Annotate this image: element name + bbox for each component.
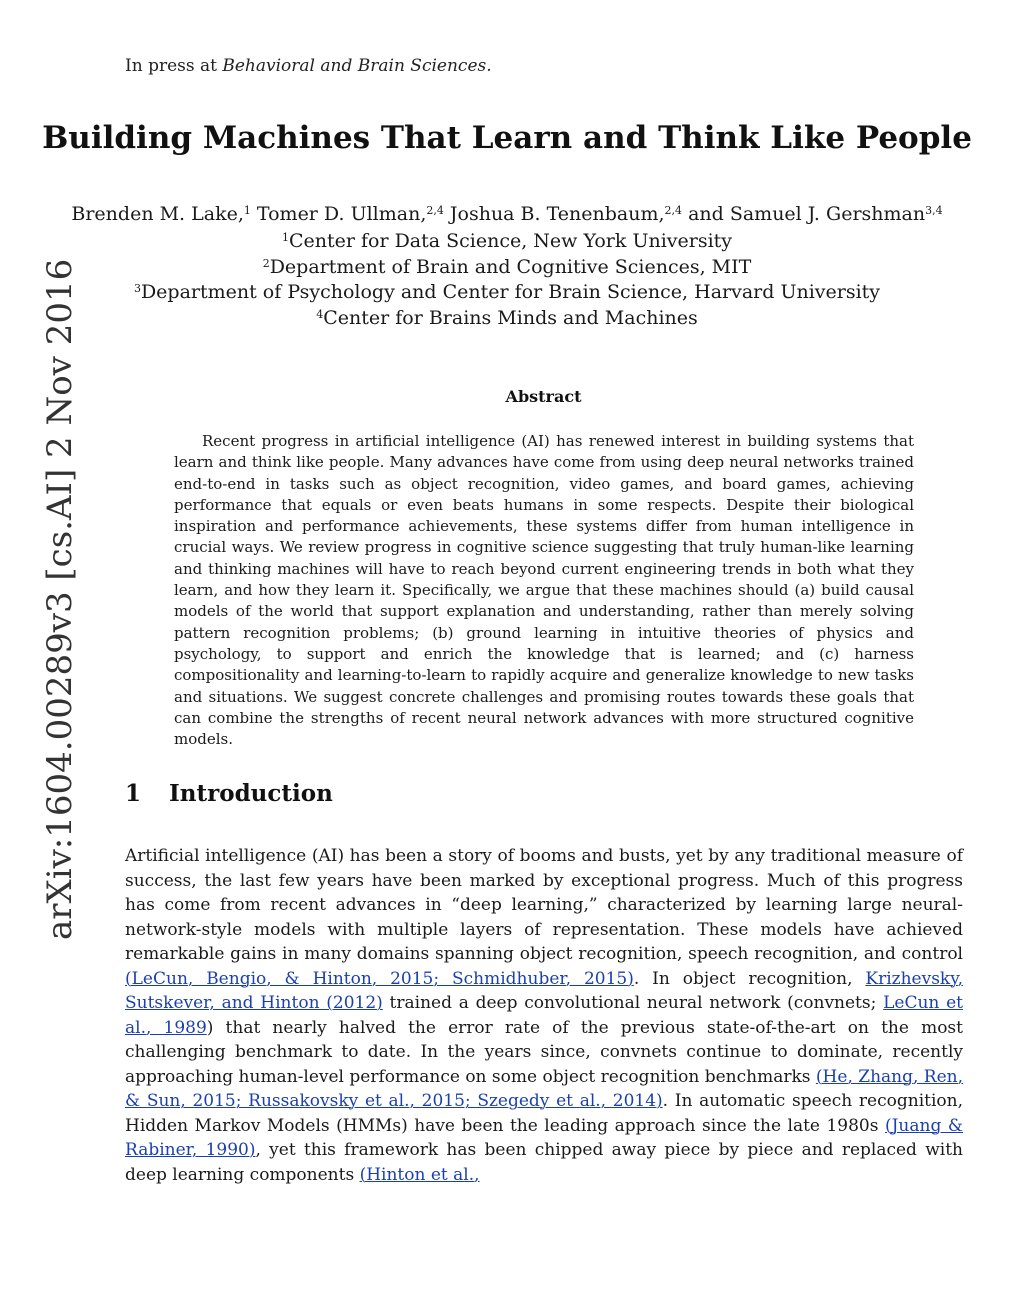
press-venue: Behavioral and Brain Sciences. [222, 56, 492, 76]
affiliation-list [0, 229, 1014, 331]
intro-text: . In object recognition, [633, 968, 866, 989]
author-affil-sup: 2,4 [664, 204, 683, 217]
intro-text: ) that nearly halved the error rate of the previous state-of-the-art on the most challenging benchmark to date. In the years since, convnets continue to dominate, recently approaching human-level performance on some object recognition benchmarks [125, 1017, 963, 1087]
affiliation-sup: 1 [281, 231, 289, 244]
press-prefix: In press at [125, 56, 223, 76]
press-note [125, 56, 492, 76]
affiliation-text: Center for Brains Minds and Machines [323, 306, 698, 329]
abstract-heading: Abstract [505, 387, 582, 406]
author-list [0, 202, 1014, 227]
intro-text: Artificial intelligence (AI) has been a story of booms and busts, yet by any traditional measure of success, the last few years have been marked by exceptional progress. Much of this progress has come from recent advances in “deep learning,” characterized by learning large neural-network-style models with multiple layers of representation. These models have achieved remarkable gains in many domains spanning object recognition, speech recognition, and control [125, 846, 963, 964]
affiliation [0, 306, 1014, 332]
affiliation-sup: 4 [316, 307, 324, 321]
affiliation [0, 255, 1014, 281]
author-name: Tomer D. Ullman, [250, 203, 427, 225]
citation-link[interactable]: Krizhevsky, Sutskever, and Hinton (2012) [125, 968, 963, 1013]
intro-text: , yet this framework has been chipped away piece by piece and replaced with deep learning components [125, 1140, 963, 1185]
section-number: 1 [125, 780, 142, 807]
intro-paragraph [125, 844, 963, 1187]
affiliation-sup: 3 [133, 282, 141, 295]
citation-link[interactable]: (He, Zhang, Ren, & Sun, 2015; Russakovsky et al., 2015; Szegedy et al., 2014) [125, 1066, 964, 1111]
section-title: Introduction [169, 780, 333, 807]
affiliation [0, 280, 1014, 306]
paper-title: Building Machines That Learn and Think Like People [42, 120, 972, 156]
author-affil-sup: 2,4 [426, 204, 444, 217]
affiliation [0, 229, 1014, 255]
affiliation-text: Department of Brain and Cognitive Sciences, MIT [269, 255, 752, 278]
author-name: Joshua B. Tenenbaum, [443, 203, 665, 225]
affiliation-text: Department of Psychology and Center for Brain Science, Harvard University [140, 281, 881, 303]
citation-link[interactable]: (LeCun, Bengio, & Hinton, 2015; Schmidhuber, 2015) [125, 968, 634, 989]
citation-link[interactable]: LeCun et al., 1989 [125, 993, 963, 1038]
author-name: and Samuel J. Gershman [682, 203, 926, 225]
affiliation-sup: 2 [262, 256, 270, 270]
author-affil-sup: 1 [243, 204, 251, 217]
citation-link[interactable]: (Hinton et al., [359, 1164, 480, 1185]
citation-link[interactable]: (Juang & Rabiner, 1990) [125, 1115, 963, 1160]
affiliation-text: Center for Data Science, New York University [288, 230, 733, 252]
intro-text: . In automatic speech recognition, Hidden Markov Models (HMMs) have been the leading approach since the late 1980s [125, 1091, 963, 1136]
intro-text: trained a deep convolutional neural network (convnets; [382, 993, 884, 1013]
author-affil-sup: 3,4 [925, 204, 943, 217]
abstract-body: Recent progress in artificial intelligence (AI) has renewed interest in building systems that learn and think like people. Many advances have come from using deep neural networks trained end-to-end in tasks such as object recognition, video games, and board games, achieving performance that equals or even beats humans in some respects. Despite their biological inspiration and performance achievements, these systems differ from human intelligence in crucial ways. We review progress in cognitive science suggesting that truly human-like learning and thinking machines will have to reach beyond current engineering trends in both what they learn, and how they learn it. Specifically, we argue that these machines should (a) build causal models of the world that support explanation and understanding, rather than merely solving pattern recognition problems; (b) ground learning in intuitive theories of physics and psychology, to support and enrich the knowledge that is learned; and (c) harness compositionality and learning-to-learn to rapidly acquire and generalize knowledge to new tasks and situations. We suggest concrete challenges and promising routes towards these goals that can combine the strengths of recent neural network advances with more structured cognitive models. [174, 432, 914, 749]
section-heading [125, 780, 333, 807]
author-name: Brenden M. Lake, [71, 203, 244, 225]
arxiv-stamp: arXiv:1604.00289v3 [cs.AI] 2 Nov 2016 [40, 258, 80, 940]
